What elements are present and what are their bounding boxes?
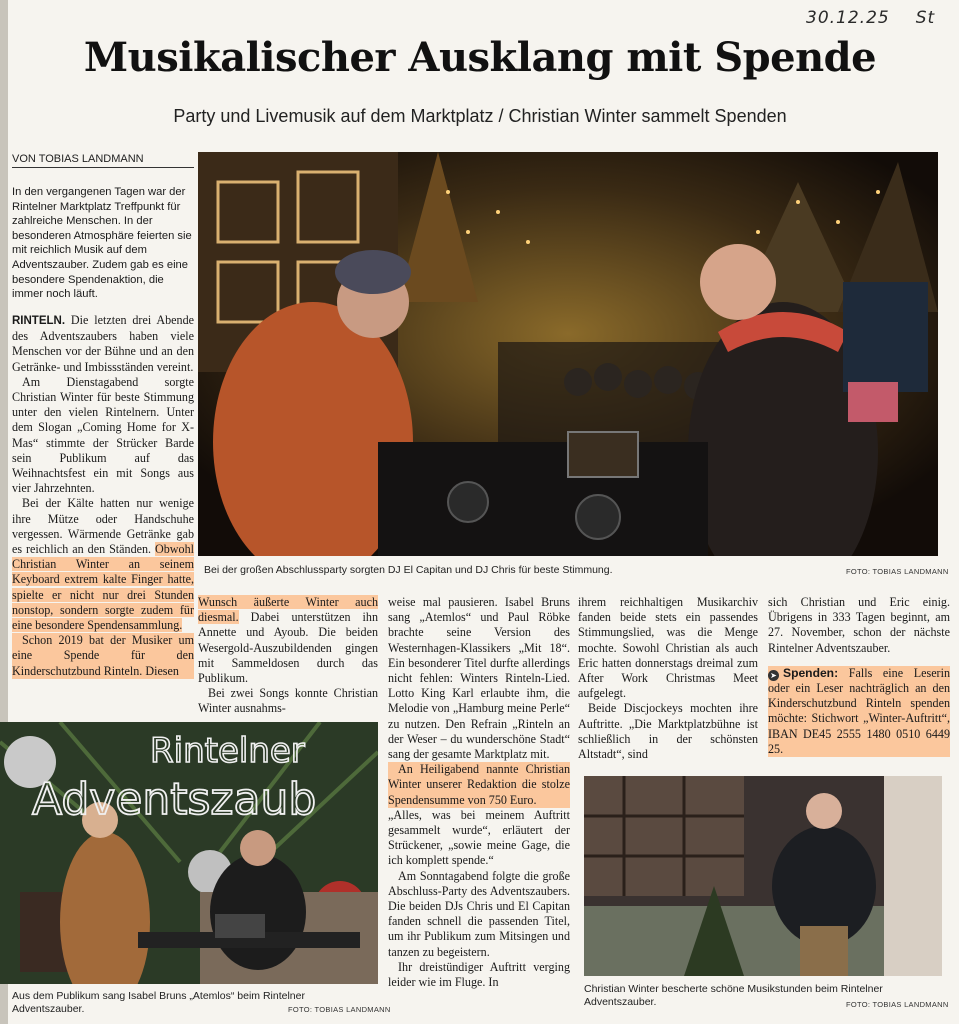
article-column-3	[388, 595, 570, 990]
donation-info	[768, 666, 950, 757]
photo-dj-party-image	[198, 152, 938, 556]
highlighted-paragraph: Schon 2019 bat der Musiker um eine Spende für den Kinderschutzbund Rinteln. Diesen	[12, 633, 194, 678]
paragraph: weise mal pausieren. Isabel Bruns sang „Atemlos“ und Paul Röbke brachte seine Version des Westernhagen-Klassikers „Mit 18“. Ein besonderer Titel durfte allerdings nicht fehlen: Winters Rinteln-Lied. Lotto King Karl erlaubte ihm, die Melodie von „Hamburg meine Perle“ zu nutzen. Den Refrain „Rinteln an der Weser – du wunderschöne Stadt“ sang der gesamte Marktplatz mit.	[388, 595, 570, 762]
paragraph: sich Christian und Eric einig. Übrigens in 333 Tagen beginnt, am 27. November, schon der nächste Rintelner Adventszauber.	[768, 595, 950, 655]
paragraph	[198, 595, 378, 686]
article-subheadline: Party und Livemusik auf dem Marktplatz / Christian Winter sammelt Spenden	[173, 106, 787, 126]
highlighted-text: Obwohl Christian Winter an seinem Keyboard extrem kalte Finger hatte, spielte er nicht nur drei Stunden nonstop, sondern sorgte zudem für eine besondere Spendensammlung.	[12, 542, 194, 633]
byline: VON TOBIAS LANDMANN	[12, 153, 194, 168]
highlighted-text: An Heiligabend nannte Christian Winter unserer Redaktion die stolze Spendensumme von 750 Euro.	[388, 762, 570, 807]
donation-text: Falls eine Leserin oder ein Leser nachträglich an den Kinderschutzbund Rinteln spenden möchte: Stichwort „Winter-Auftritt“, IBAN DE45 2555 1480 0510 6449 25.	[768, 665, 950, 756]
handwritten-initials: St	[915, 8, 936, 28]
photo-dj-party	[198, 152, 938, 556]
paragraph-text: Die letzten drei Abende des Adventszaubers haben viele Menschen vor der Bühne und an den Getränke- und Imbissständen vereint.	[12, 313, 194, 374]
photo-christian-winter-credit: FOTO: TOBIAS LANDMANN	[846, 1000, 949, 1009]
sign-rintelner: Rintelner	[150, 731, 305, 771]
photo-christian-winter-caption: Christian Winter bescherte schöne Musikstunden beim Rintelner Adventszauber.	[584, 983, 883, 1008]
donation-label: Spenden:	[783, 665, 839, 680]
article-headline: Musikalischer Ausklang mit Spende	[83, 34, 877, 81]
handwritten-date: 30.12.25	[806, 8, 890, 28]
paragraph: „Alles, was bei meinem Auftritt gesammelt wurde“, erläutert der Strückener, „sowie meine Gage, die ich komplett spende.“	[388, 807, 570, 868]
article-column-5	[768, 595, 950, 757]
highlighted-paragraph	[388, 762, 570, 808]
paragraph	[12, 313, 194, 375]
paragraph: Bei zwei Songs konnte Christian Winter ausnahms-	[198, 686, 378, 716]
photo-dj-party-caption: Bei der großen Abschlussparty sorgten DJ El Capitan und DJ Chris für beste Stimmung.	[204, 564, 613, 576]
paragraph: Am Dienstagabend sorgte Christian Winter für beste Stimmung unter den vielen Rintelnern. Unter dem Slogan „Coming Home for X-Mas“ stimmte der Strücker Barde sein Publikum auf das Weihnachtsfest ein mit Songs aus vier Jahrzehnten.	[12, 374, 194, 496]
photo-isabel-bruns-image	[0, 722, 378, 984]
photo-isabel-bruns-caption: Aus dem Publikum sang Isabel Bruns „Atemlos“ beim Rintelner Adventszauber.	[12, 990, 305, 1015]
handwritten-note	[806, 8, 935, 28]
paragraph: Beide Discjockeys mochten ihre Auftritte. „Die Marktplatzbühne ist schließlich in der schönsten Altstadt“, sind	[578, 701, 758, 762]
photo-isabel-bruns-credit: FOTO: TOBIAS LANDMANN	[288, 1005, 391, 1014]
photo-dj-party-credit: FOTO: TOBIAS LANDMANN	[846, 567, 949, 576]
article-column-4	[578, 595, 758, 762]
photo-christian-winter	[584, 776, 942, 976]
paragraph: Ihr dreistündiger Auftritt verging leider wie im Fluge. In	[388, 959, 570, 990]
article-column-2	[198, 595, 378, 717]
arrow-right-icon: ➤	[768, 670, 779, 681]
photo-christian-winter-image	[584, 776, 942, 976]
paragraph: ihrem reichhaltigen Musikarchiv fanden beide stets ein passendes Stimmungslied, was die Menge mochte. Sowohl Christian als auch Eric hatten donnerstags dreimal zum After Work Christmas Meet aufgelegt.	[578, 595, 758, 701]
sign-adventszauber: Adventszaub	[32, 774, 317, 825]
photo-isabel-bruns	[0, 722, 378, 984]
article-column-1	[12, 313, 194, 679]
paragraph-text: Bei der Kälte hatten nur wenige ihre Mütze oder Handschuhe vergessen. Wärmende Getränke gab es reichlich an den Ständen.	[12, 496, 194, 557]
highlighted-text: Wunsch äußerte Winter auch diesmal.	[198, 595, 378, 625]
paragraph-text: Dabei unterstützen ihn Annette und Ayoub. Die beiden Wesergold-Auszubildenden gingen mit Sammeldosen durch das Publikum.	[198, 610, 378, 686]
intro-text: In den vergangenen Tagen war der Rintelner Marktplatz Treffpunkt für zahlreiche Menschen. In der besonderen Atmosphäre feierten sie mit reichlich Musik auf dem Adventszauber. Zudem gab es eine besondere Spendenaktion, die immer noch läuft.	[12, 186, 192, 301]
paragraph: Am Sonntagabend folgte die große Abschluss-Party des Adventszaubers. Die beiden DJs Chris und El Capitan fanden schnell die passenden Titel, um ihr Publikum zum Mitsingen und tanzen zu begeistern.	[388, 868, 570, 959]
dateline: RINTELN.	[12, 315, 66, 327]
paragraph	[12, 496, 194, 633]
